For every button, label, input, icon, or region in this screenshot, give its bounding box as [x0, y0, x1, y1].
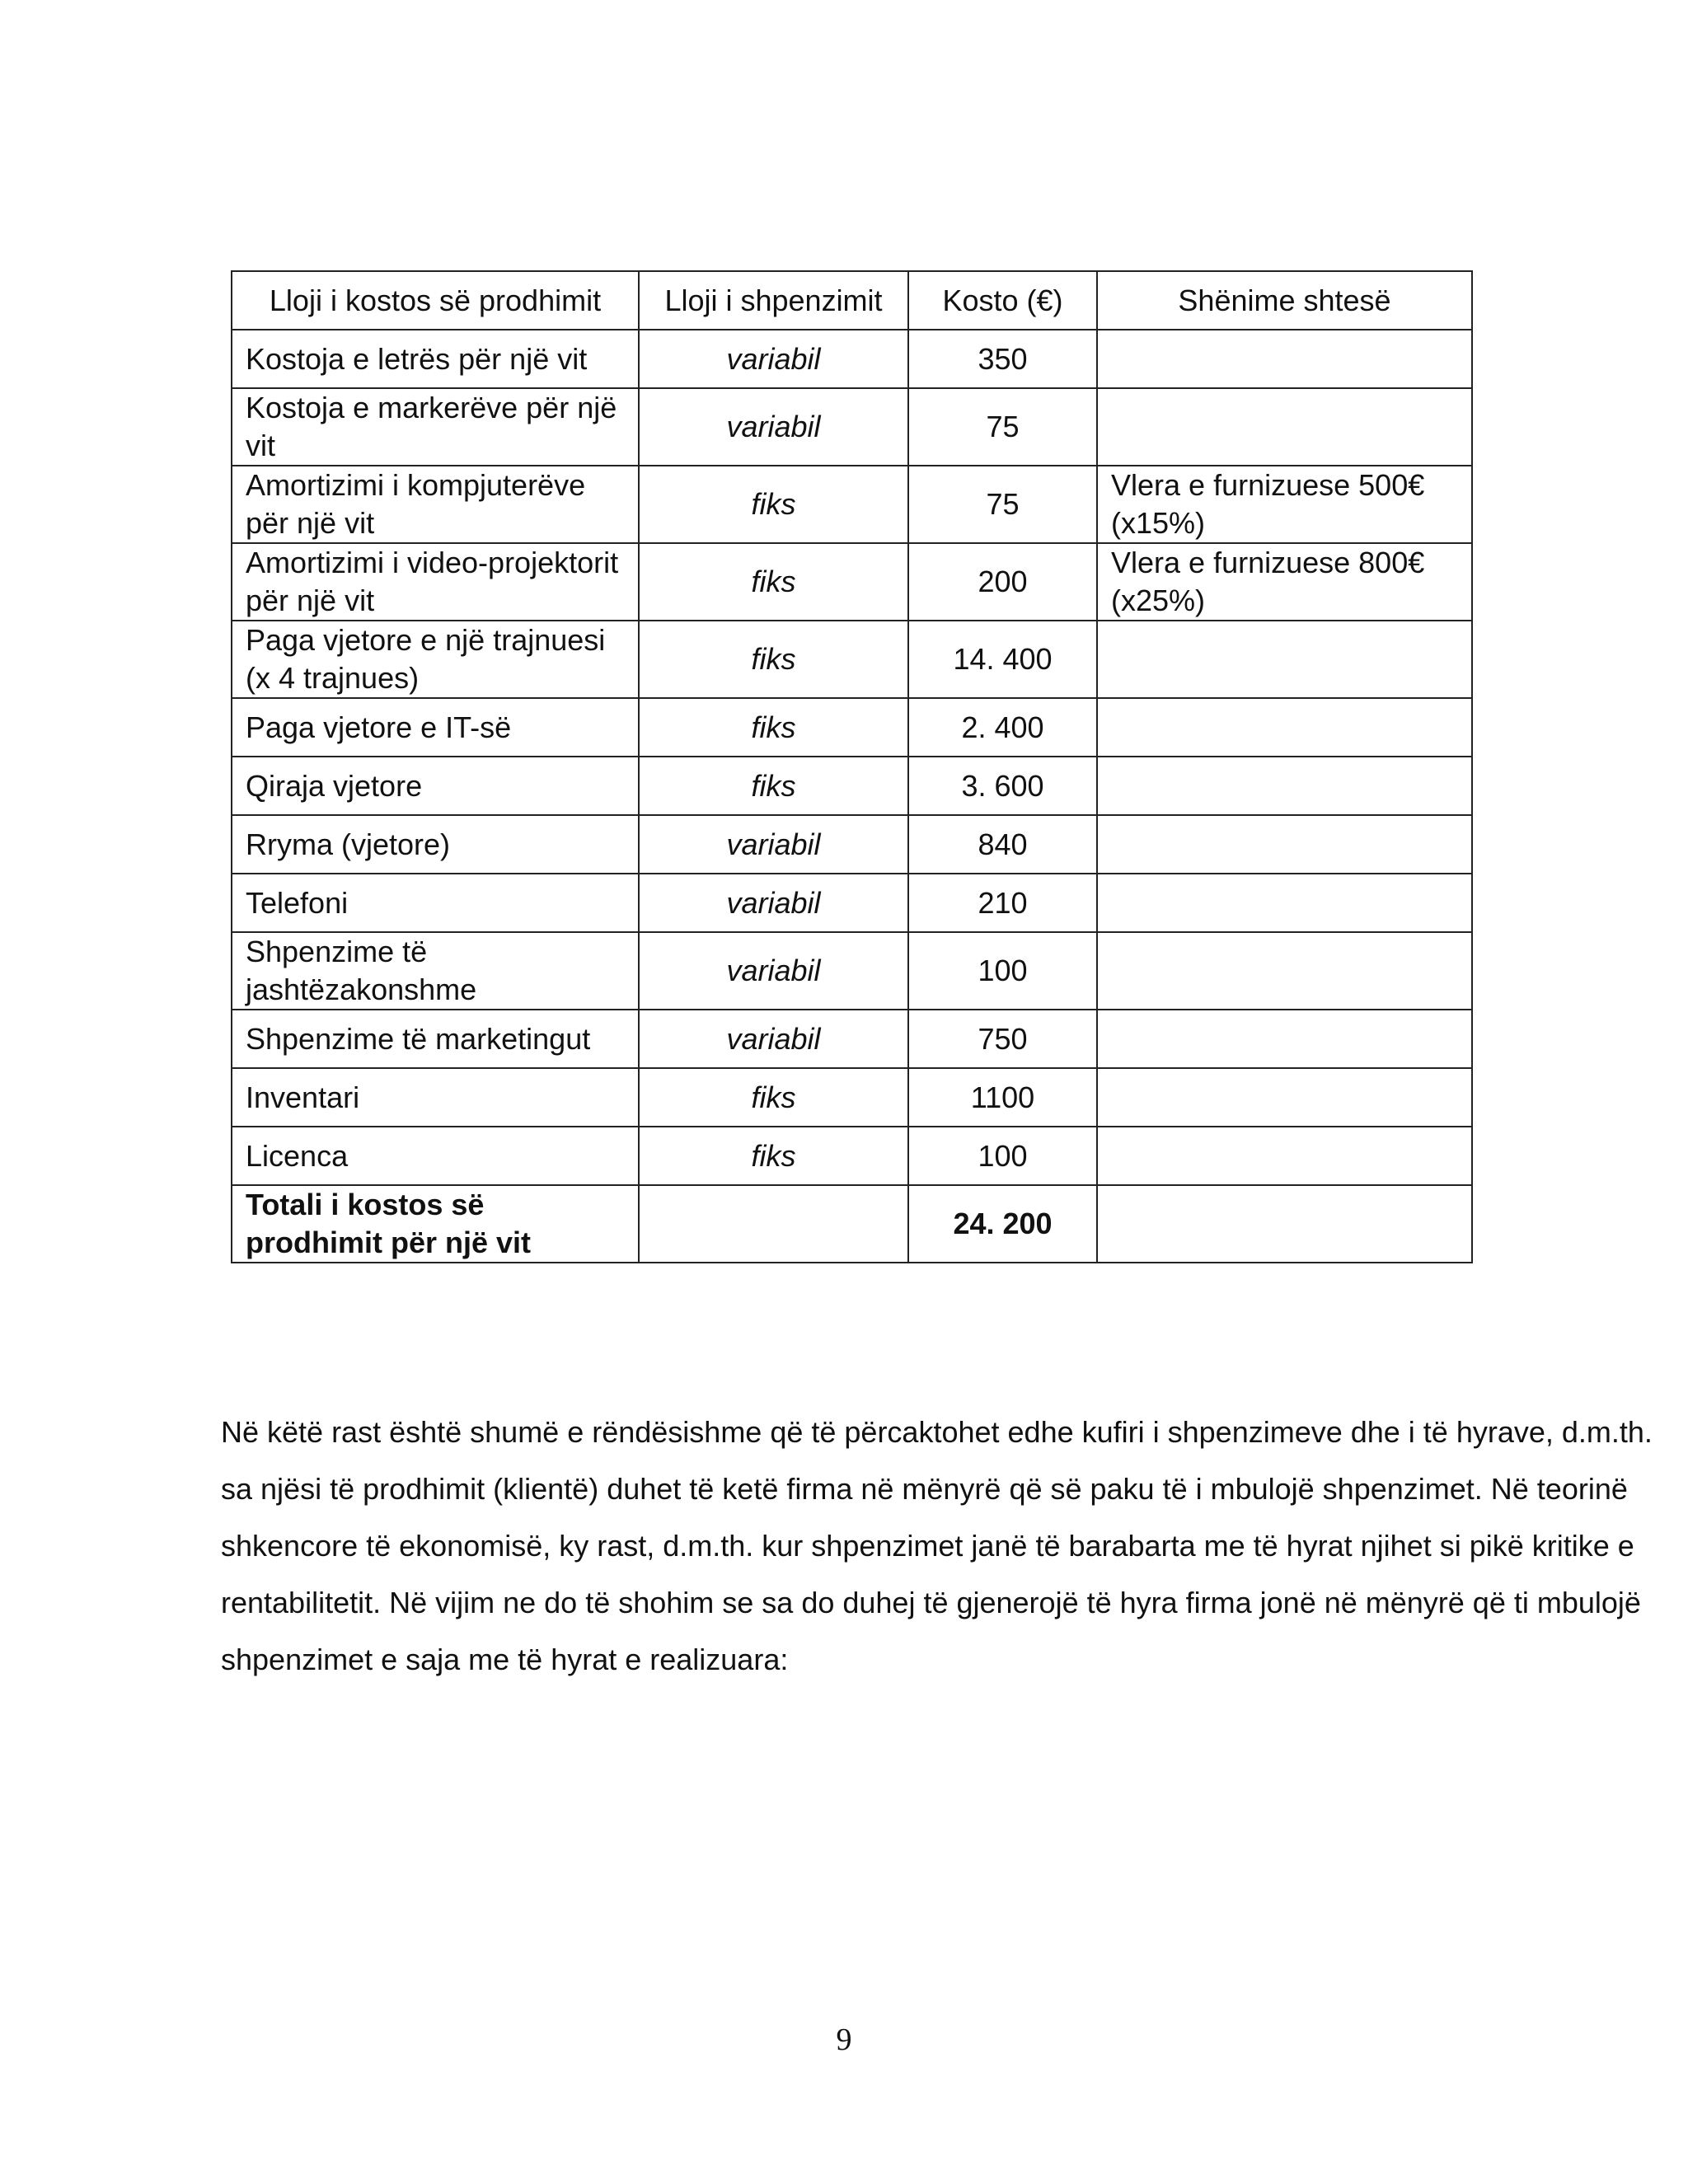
row-cost: 750: [908, 1010, 1097, 1068]
row-name: Telefoni: [232, 874, 639, 932]
paragraph-line: rentabilitetit. Në vijim ne do të shohim se sa do duhej të gjenerojë të hyra firma jonë në mënyrë që ti mbulojë: [221, 1586, 1641, 1619]
row-cost: 75: [908, 388, 1097, 466]
row-type: fiks: [639, 698, 908, 757]
table-row: [232, 698, 1472, 757]
row-type: fiks: [639, 757, 908, 815]
row-note: [1097, 815, 1472, 874]
row-name: Rryma (vjetore): [232, 815, 639, 874]
table-row: [232, 1010, 1472, 1068]
row-type: variabil: [639, 932, 908, 1010]
row-name: Kostoja e markerëve për një vit: [232, 388, 639, 466]
row-note: [1097, 330, 1472, 388]
table-header-row: [232, 271, 1472, 330]
row-name: Qiraja vjetore: [232, 757, 639, 815]
table-row: [232, 330, 1472, 388]
row-name: Paga vjetore e IT-së: [232, 698, 639, 757]
header-cost: Kosto (€): [908, 271, 1097, 330]
header-notes: Shënime shtesë: [1097, 271, 1472, 330]
total-cost: 24. 200: [908, 1185, 1097, 1263]
row-type: fiks: [639, 1127, 908, 1185]
row-cost: 2. 400: [908, 698, 1097, 757]
paragraph-line: shpenzimet e saja me të hyrat e realizuara:: [221, 1643, 789, 1676]
row-note: Vlera e furnizuese 800€ (x25%): [1097, 543, 1472, 621]
table-row: [232, 543, 1472, 621]
row-note: [1097, 698, 1472, 757]
row-note: [1097, 388, 1472, 466]
row-cost: 14. 400: [908, 621, 1097, 698]
total-type: [639, 1185, 908, 1263]
row-type: variabil: [639, 874, 908, 932]
row-type: fiks: [639, 1068, 908, 1127]
row-cost: 100: [908, 932, 1097, 1010]
row-cost: 1100: [908, 1068, 1097, 1127]
table-row: [232, 621, 1472, 698]
row-type: variabil: [639, 815, 908, 874]
row-name: Kostoja e letrës për një vit: [232, 330, 639, 388]
body-paragraph: [221, 1404, 1653, 1688]
paragraph-line: shkencore të ekonomisë, ky rast, d.m.th. kur shpenzimet janë të barabarta me të hyrat njihet si pikë kritike e: [221, 1529, 1634, 1563]
row-name: Shpenzime të jashtëzakonshme: [232, 932, 639, 1010]
row-type: fiks: [639, 543, 908, 621]
row-cost: 210: [908, 874, 1097, 932]
row-name: Licenca: [232, 1127, 639, 1185]
row-type: variabil: [639, 1010, 908, 1068]
table-row: [232, 815, 1472, 874]
production-cost-table: [231, 270, 1473, 1263]
row-cost: 840: [908, 815, 1097, 874]
row-name: Shpenzime të marketingut: [232, 1010, 639, 1068]
header-cost-type: Lloji i kostos së prodhimit: [232, 271, 639, 330]
table-row: [232, 874, 1472, 932]
row-note: [1097, 1068, 1472, 1127]
table-row: [232, 1068, 1472, 1127]
row-type: fiks: [639, 621, 908, 698]
table-total-row: [232, 1185, 1472, 1263]
row-cost: 200: [908, 543, 1097, 621]
table-row: [232, 757, 1472, 815]
row-type: variabil: [639, 330, 908, 388]
paragraph-line: sa njësi të prodhimit (klientë) duhet të ketë firma në mënyrë që së paku të i mbulojë shpenzimet. Në teorinë: [221, 1472, 1628, 1506]
table-row: [232, 466, 1472, 543]
paragraph-line: Në këtë rast është shumë e rëndësishme që të përcaktohet edhe kufiri i shpenzimeve dhe i të hyrave, d.m.th.: [221, 1415, 1653, 1449]
total-note: [1097, 1185, 1472, 1263]
table-row: [232, 932, 1472, 1010]
header-expense-type: Lloji i shpenzimit: [639, 271, 908, 330]
row-note: [1097, 1010, 1472, 1068]
row-note: [1097, 1127, 1472, 1185]
row-type: fiks: [639, 466, 908, 543]
row-note: [1097, 757, 1472, 815]
row-cost: 350: [908, 330, 1097, 388]
table-row: [232, 388, 1472, 466]
row-note: [1097, 874, 1472, 932]
table-row: [232, 1127, 1472, 1185]
row-cost: 100: [908, 1127, 1097, 1185]
row-cost: 3. 600: [908, 757, 1097, 815]
row-name: Amortizimi i kompjuterëve për një vit: [232, 466, 639, 543]
row-name: Paga vjetore e një trajnuesi (x 4 trajnues): [232, 621, 639, 698]
row-type: variabil: [639, 388, 908, 466]
total-label: Totali i kostos së prodhimit për një vit: [232, 1185, 639, 1263]
row-name: Inventari: [232, 1068, 639, 1127]
row-name: Amortizimi i video-projektorit për një vit: [232, 543, 639, 621]
row-note: [1097, 621, 1472, 698]
row-cost: 75: [908, 466, 1097, 543]
row-note: Vlera e furnizuese 500€ (x15%): [1097, 466, 1472, 543]
row-note: [1097, 932, 1472, 1010]
page-number: 9: [836, 2022, 852, 2057]
